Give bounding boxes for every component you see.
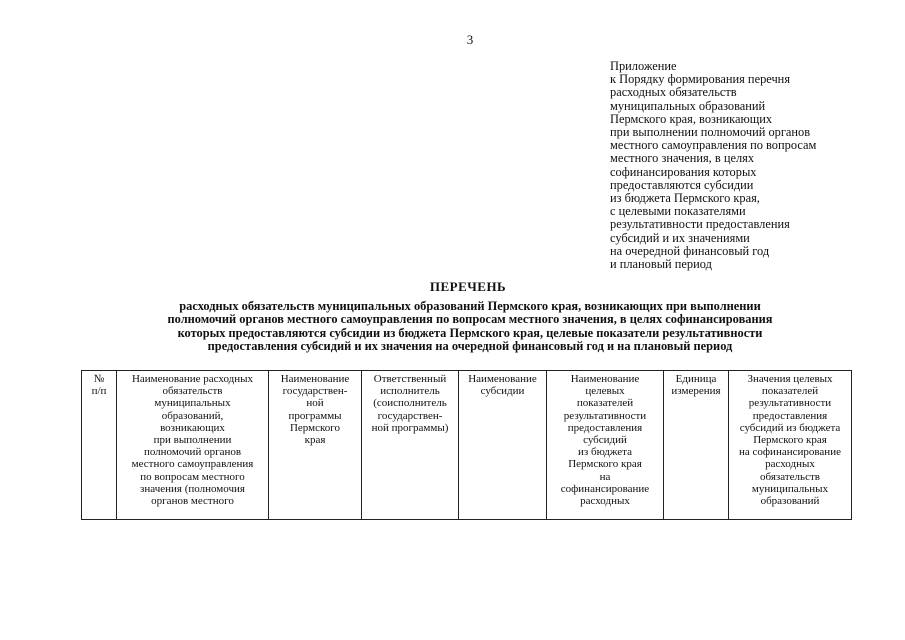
header-line: субсидий из бюджета: [739, 421, 841, 434]
appendix-caption-line: предоставляются субсидии: [610, 177, 754, 192]
appendix-caption-line: муниципальных образований: [610, 98, 766, 113]
appendix-caption-line: результативности предоставления: [610, 217, 790, 232]
header-line: образований,: [161, 409, 224, 422]
appendix-caption-line: с целевыми показателями: [610, 204, 746, 219]
header-line: предоставления: [752, 409, 828, 422]
header-line: субсидии: [480, 385, 525, 398]
appendix-caption-line: Пермского края, возникающих: [610, 111, 773, 126]
header-line: целевых: [585, 385, 625, 398]
header-line: полномочий органов: [143, 446, 242, 459]
header-line: ной программы): [371, 421, 449, 434]
header-line: возникающих: [160, 421, 225, 434]
header-line: п/п: [91, 385, 107, 398]
header-cell-target-indicators: [547, 371, 664, 520]
obligations-table: [81, 370, 852, 520]
header-line: Пермского края: [568, 458, 642, 471]
header-line: на софинансирование: [739, 446, 841, 459]
appendix-caption-line: расходных обязательств: [610, 85, 737, 100]
header-line: Наименование: [468, 373, 537, 385]
header-line: Пермского края: [753, 434, 827, 447]
document-subtitle: [80, 300, 860, 354]
appendix-caption: [610, 60, 900, 271]
header-line: №: [93, 373, 105, 385]
header-line: Ответственный: [373, 373, 447, 385]
header-line: результативности: [563, 409, 647, 422]
table-header-row: [82, 371, 852, 520]
header-line: показателей: [576, 397, 634, 410]
subtitle-line: предоставления субсидий и их значения на очередной финансовый год и на плановый период: [207, 339, 733, 354]
appendix-caption-line: Приложение: [610, 59, 677, 73]
header-line: значения (полномочия: [140, 482, 245, 495]
header-line: государствен-: [377, 409, 443, 422]
appendix-caption-line: местного самоуправления по вопросам: [610, 138, 817, 153]
appendix-caption-line: из бюджета Пермского края,: [610, 191, 760, 206]
header-line: софинансирование: [560, 482, 650, 495]
header-line: образований: [760, 495, 820, 508]
header-line: предоставления: [567, 421, 643, 434]
subtitle-line: которых предоставляются субсидии из бюджета Пермского края, целевые показатели результативности: [177, 325, 763, 340]
header-cell-responsible-executor: [362, 371, 459, 520]
header-line: обязательств: [760, 470, 820, 483]
appendix-caption-line: софинансирования которых: [610, 164, 757, 179]
header-line: муниципальных: [751, 482, 829, 495]
header-line: при выполнении: [153, 434, 232, 447]
header-line: ной: [306, 397, 324, 410]
header-line: результативности: [748, 397, 832, 410]
header-cell-subsidy-name: [459, 371, 547, 520]
header-line: (соисполнитель: [373, 397, 447, 410]
header-cell-obligations: [117, 371, 269, 520]
header-line: из бюджета: [578, 446, 632, 459]
subtitle-line: полномочий органов местного самоуправления по вопросам местного значения, в целях софинансирования: [167, 312, 773, 327]
appendix-caption-line: на очередной финансовый год: [610, 243, 770, 258]
header-cell-state-program: [269, 371, 362, 520]
header-line: обязательств: [162, 385, 223, 398]
header-line: расходных: [580, 495, 630, 508]
header-line: Единица: [675, 373, 717, 385]
header-line: местного самоуправления: [131, 458, 254, 471]
header-line: края: [304, 434, 326, 447]
header-line: муниципальных: [154, 397, 231, 410]
appendix-caption-line: субсидий и их значениями: [610, 230, 750, 245]
document-title: ПЕРЕЧЕНЬ: [429, 279, 507, 294]
header-cell-unit: [664, 371, 729, 520]
header-line: показателей: [761, 385, 819, 398]
header-line: субсидий: [583, 434, 627, 447]
header-line: Пермского: [289, 421, 341, 434]
header-line: измерения: [671, 385, 721, 398]
header-line: государствен-: [282, 385, 348, 398]
page-number: 3: [466, 32, 474, 47]
header-line: по вопросам местного: [140, 470, 245, 483]
header-line: Наименование расходных: [131, 373, 254, 385]
appendix-caption-line: при выполнении полномочий органов: [610, 125, 811, 140]
appendix-caption-line: и плановый период: [610, 257, 712, 272]
header-line: Значения целевых: [747, 373, 833, 385]
header-line: исполнитель: [380, 385, 440, 398]
header-line: Наименование: [570, 373, 640, 385]
appendix-caption-line: местного значения, в целях: [610, 151, 755, 166]
header-line: Наименование: [280, 373, 350, 385]
header-cell-indicator-values: [729, 371, 852, 520]
header-cell-number: [82, 371, 117, 520]
subtitle-line: расходных обязательств муниципальных образований Пермского края, возникающих при выполнении: [179, 299, 761, 313]
header-line: программы: [288, 409, 342, 422]
header-line: органов местного: [151, 495, 234, 508]
header-line: расходных: [765, 458, 815, 471]
appendix-caption-line: к Порядку формирования перечня: [610, 72, 791, 87]
header-line: на: [599, 470, 611, 483]
